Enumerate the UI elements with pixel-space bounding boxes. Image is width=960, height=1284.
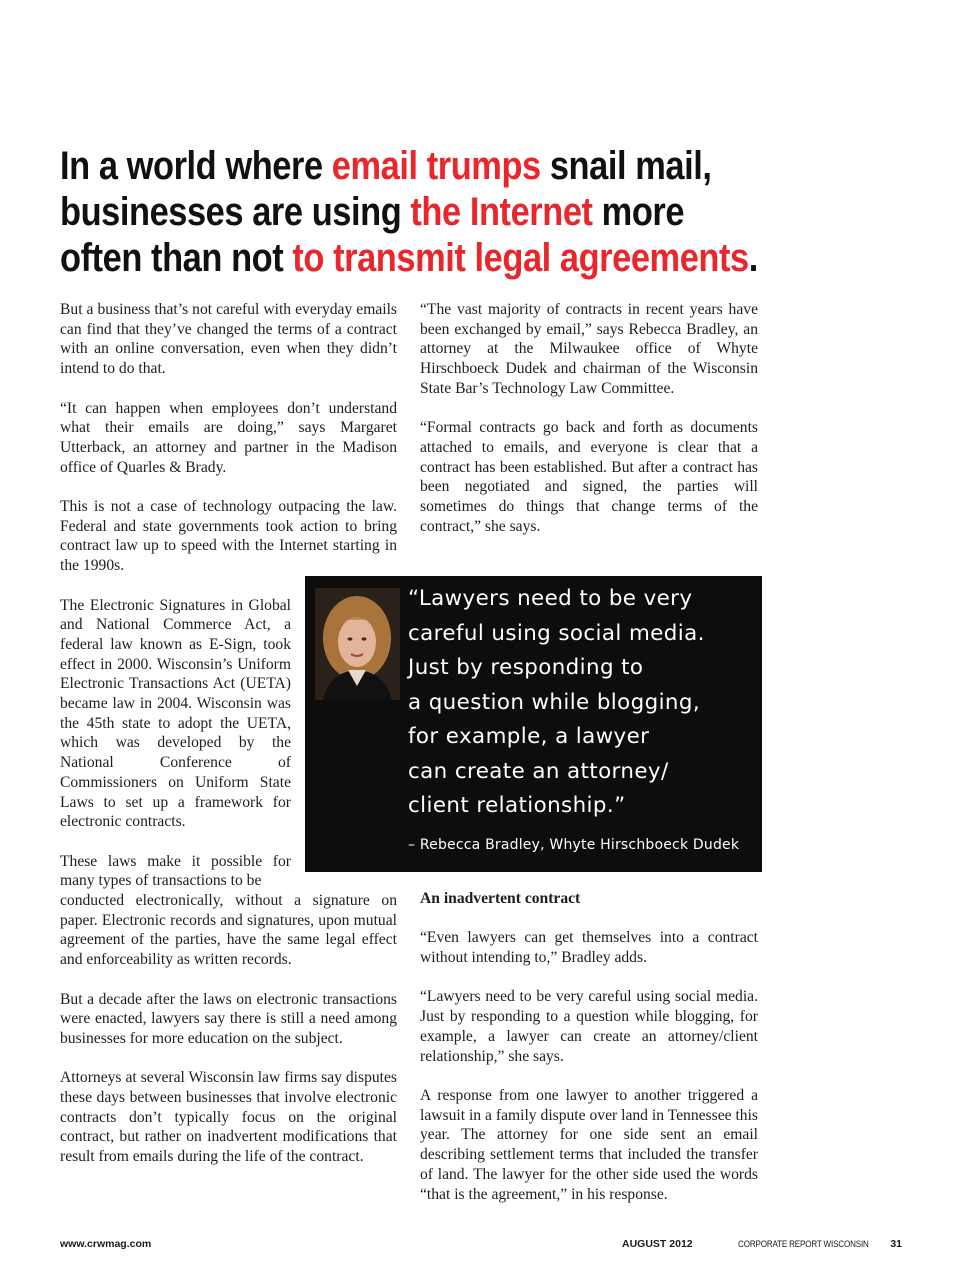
paragraph: Attorneys at several Wisconsin law firms say disputes these days between businesses that involve electronic contracts don’t typically focus on the original contract, but rather on inadvertent modifications that result from emails during the life of the contract. <box>60 1069 397 1166</box>
pull-quote-text: “Lawyers need to be very careful using social media. Just by responding to a question while blogging, for example, a lawyer can create an attorney/ client relationship.” <box>408 586 705 818</box>
section-subhead: An inadvertent contract <box>420 890 581 907</box>
publication-name: CORPORATE REPORT WISCONSIN <box>737 1239 869 1250</box>
portrait-image <box>315 588 400 700</box>
paragraph: These laws make it possible for many types of transactions to be <box>60 852 291 890</box>
paragraph: “The vast majority of contracts in recent years have been exchanged by email,” says Rebecca Bradley, an attorney at the Milwaukee office of Whyte Hirschboeck Dudek and chairman of the Wisconsin State Bar’s Technology Law Committee. <box>420 301 758 397</box>
paragraph: But a business that’s not careful with everyday emails can find that they’ve changed the terms of a contract with an online conversation, even when they didn’t intend to do that. <box>60 301 397 378</box>
paragraph: “Even lawyers can get themselves into a contract without intending to,” Bradley adds. <box>420 929 758 967</box>
paragraph: conducted electronically, without a signature on paper. Electronic records and signatures, upon mutual agreement of the parties, have the same legal effect and enforceability as written records. <box>60 892 397 969</box>
paragraph: “It can happen when employees don’t understand what their emails are doing,” says Margaret Utterback, an attorney and partner in the Madison office of Quarles & Brady. <box>60 399 397 476</box>
portrait-photo <box>315 588 400 700</box>
footer-url: www.crwmag.com <box>60 1238 152 1250</box>
paragraph: “Lawyers need to be very careful using social media. Just by responding to a question while blogging, for example, a lawyer can create an attorney/client relationship,” she says. <box>420 988 758 1065</box>
headline-line-1: In a world where email trumps snail mail, <box>60 144 712 188</box>
page-number: 31 <box>890 1238 902 1250</box>
issue-date: AUGUST 2012 <box>622 1238 693 1250</box>
paragraph: But a decade after the laws on electronic transactions were enacted, lawyers say there is still a need among businesses for more education on the subject. <box>60 990 397 1047</box>
pull-quote-attribution: – Rebecca Bradley, Whyte Hirschboeck Dudek <box>408 837 740 853</box>
paragraph: The Electronic Signatures in Global and National Commerce Act, a federal law known as E-Sign, took effect in 2000. Wisconsin’s Uniform Electronic Transactions Act (UETA) became law in 2004. Wisconsin was the 45th state to adopt the UETA, which was developed by the National Conference of Commissioners on Uniform State Laws to set up a framework for electronic contracts. <box>60 596 291 831</box>
headline-highlight: the Internet <box>410 190 593 234</box>
paragraph: A response from one lawyer to another triggered a lawsuit in a family dispute over land in Tennessee this year. The attorney for one side sent an email describing settlement terms that included the transfer of land. The lawyer for the other side used the words “that is the agreement,” in his response. <box>420 1086 758 1203</box>
footer-right <box>622 1237 902 1252</box>
right-column-bottom <box>420 889 758 1224</box>
right-column-top <box>420 300 758 556</box>
headline-line-3: often than not to transmit legal agreements. <box>60 236 758 280</box>
headline-line-2: businesses are using the Internet more <box>60 190 685 234</box>
paragraph: “Formal contracts go back and forth as documents attached to emails, and everyone is clear that a contract has been established. But after a contract has been negotiated and signed, the parties will sometimes do things that change terms of the contract,” she says. <box>420 419 758 535</box>
paragraph: This is not a case of technology outpacing the law. Federal and state governments took action to bring contract law up to speed with the Internet starting in the 1990s. <box>60 498 397 575</box>
pull-quote <box>305 576 762 872</box>
headline-highlight: email trumps <box>331 144 541 188</box>
headline <box>60 143 800 281</box>
headline-highlight: to transmit legal agreements <box>292 236 749 280</box>
